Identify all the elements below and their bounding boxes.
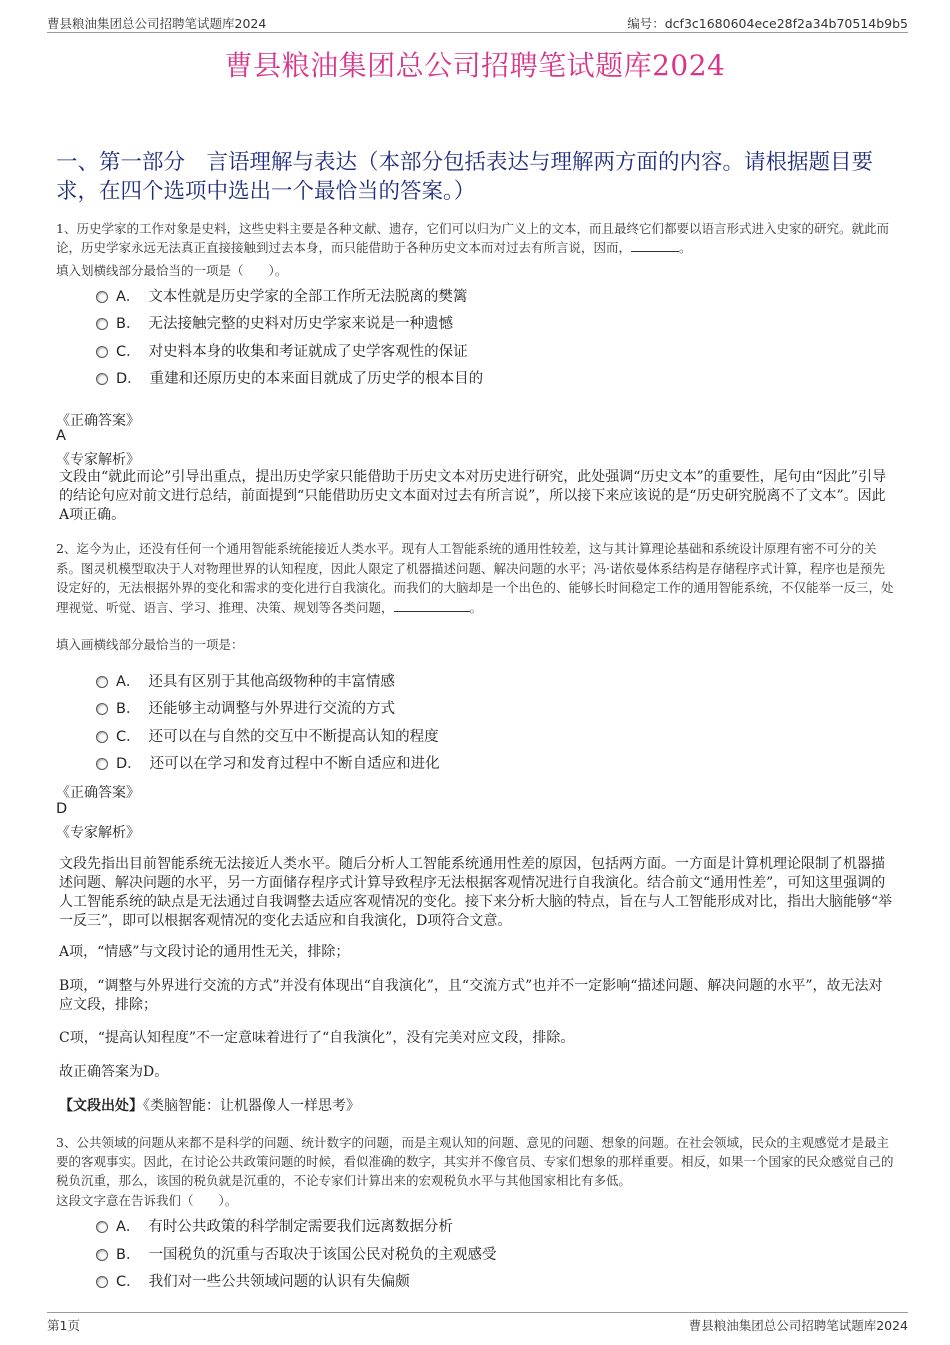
q2-analysis-label: 《专家解析》: [56, 825, 140, 841]
footer-doc-title: 曹县粮油集团总公司招聘笔试题库2024: [688, 1318, 908, 1333]
radio-icon[interactable]: [96, 1249, 108, 1261]
header-doc-title: 曹县粮油集团总公司招聘笔试题库2024: [47, 16, 267, 31]
page-footer: [47, 1312, 908, 1333]
radio-icon[interactable]: [96, 1276, 108, 1288]
q1-option-b[interactable]: B． 无法接触完整的史料对历史学家来说是一种遗憾: [96, 312, 453, 333]
q3-prompt: 这段文字意在告诉我们（ ）。: [56, 1193, 238, 1208]
page-header: [47, 14, 908, 33]
radio-icon[interactable]: [96, 703, 108, 715]
q1-prompt: 填入划横线部分最恰当的一项是（ ）。: [56, 263, 288, 278]
radio-icon[interactable]: [96, 1221, 108, 1233]
q3-stem: 3、公共领域的问题从来都不是科学的问题、统计数字的问题，而是主观认知的问题、意见的问题、想象的问题。在社会领域，民众的主观感觉才是最主要的客观事实。因此，在讨论公共政策问题的时候，看似准确的数字，其实并不像官员、专家们想象的那样重要。相反，如果一个国家的民众感觉自己的税负沉重，那么，该国的税负就是沉重的，不论专家们计算出来的宏观税负水平与其他国家相比有多低。: [56, 1135, 894, 1188]
q2-note-b: B项，“调整与外界进行交流的方式”并没有体现出“自我演化”，且“交流方式”也并不一定影响“描述问题、解决问题的水平”，故无法对应文段，排除；: [59, 978, 883, 1013]
q1-analysis-label: 《专家解析》: [56, 452, 140, 468]
radio-icon[interactable]: [96, 373, 108, 385]
q3-option-b[interactable]: B． 一国税负的沉重与否取决于该国公民对税负的主观感受: [96, 1243, 496, 1264]
q3-option-c[interactable]: C． 我们对一些公共领域问题的认识有失偏颇: [96, 1270, 410, 1291]
q2-analysis: 文段先指出目前智能系统无法接近人类水平。随后分析人工智能系统通用性差的原因，包括两方面。一方面是计算机理论限制了机器描述问题、解决问题的水平，另一方面储存程序式计算导致程序无法根据客观情况进行自我演化。结合前文“通用性差”，可知这里强调的人工智能系统的缺点是无法通过自我调整去适应客观情况的变化。接下来分析大脑的特点，旨在与人工智能形成对比，指出大脑能够“举一反三”，即可以根据客观情况的变化去适应和自我演化，D项符合文意。: [59, 856, 893, 929]
q1-answer: A: [56, 428, 66, 444]
q2-answer: D: [56, 801, 68, 817]
q2-note-a: A项，“情感”与文段讨论的通用性无关，排除；: [59, 944, 350, 960]
q1-answer-label: 《正确答案》: [56, 413, 140, 429]
q1-option-c[interactable]: C． 对史料本身的收集和考证就成了史学客观性的保证: [96, 340, 468, 361]
page-title: 曹县粮油集团总公司招聘笔试题库2024: [224, 49, 726, 82]
q2-option-a[interactable]: A． 还具有区别于其他高级物种的丰富情感: [96, 670, 395, 691]
q2-note-c: C项，“提高认知程度”不一定意味着进行了“自我演化”，没有完美对应文段，排除。: [59, 1030, 575, 1046]
q2-option-c[interactable]: C． 还可以在与自然的交互中不断提高认知的程度: [96, 725, 439, 746]
radio-icon[interactable]: [96, 346, 108, 358]
radio-icon[interactable]: [96, 676, 108, 688]
q1-stem: 1、历史学家的工作对象是史料，这些史料主要是各种文献、遗存，它们可以归为广义上的文本，而且最终它们都要以语言形式进入史家的研究。就此而论，历史学家永远无法真正直接接触到过去本身，而只能借助于各种历史文本而对过去有所言说，因而， 。: [56, 221, 889, 255]
radio-icon[interactable]: [96, 318, 108, 330]
q2-answer-label: 《正确答案》: [56, 785, 140, 801]
q2-conclusion: 故正确答案为D。: [59, 1064, 169, 1080]
q2-prompt: 填入画横线部分最恰当的一项是：: [56, 637, 244, 652]
header-doc-id: 编号：dcf3c1680604ece28f2a34b70514b9b5: [627, 16, 908, 31]
q3-option-a[interactable]: A． 有时公共政策的科学制定需要我们远离数据分析: [96, 1215, 453, 1236]
q2-source: 【文段出处】《类脑智能：让机器像人一样思考》: [59, 1098, 360, 1114]
q1-option-d[interactable]: D． 重建和还原历史的本来面目就成了历史学的根本目的: [96, 367, 483, 388]
q1-option-a[interactable]: A． 文本性就是历史学家的全部工作所无法脱离的樊篱: [96, 285, 467, 306]
q2-stem: 2、迄今为止，还没有任何一个通用智能系统能接近人类水平。现有人工智能系统的通用性较差，这与其计算理论基础和系统设计原理有密不可分的关系。图灵机模型取决于人对物理世界的认知程度，因此人限定了机器描述问题、解决问题的水平；冯·诺依曼体系结构是存储程序式计算，程序也是预先设定好的，无法根据外界的变化和需求的变化进行自我演化。而我们的大脑却是一个出色的、能够长时间稳定工作的通用智能系统，不仅能举一反三，处理视觉、听觉、语言、学习、推理、决策、规划等各类问题， 。: [56, 541, 894, 615]
radio-icon[interactable]: [96, 758, 108, 770]
q2-option-b[interactable]: B． 还能够主动调整与外界进行交流的方式: [96, 697, 395, 718]
radio-icon[interactable]: [96, 731, 108, 743]
radio-icon[interactable]: [96, 291, 108, 303]
section-heading: 一、第一部分 言语理解与表达（本部分包括表达与理解两方面的内容。请根据题目要求，在四个选项中选出一个最恰当的答案。）: [56, 150, 874, 204]
q2-option-d[interactable]: D． 还可以在学习和发育过程中不断自适应和进化: [96, 752, 440, 773]
page-number: 第1页: [47, 1318, 80, 1333]
q1-analysis: 文段由“就此而论”引导出重点，提出历史学家只能借助于历史文本对历史进行研究，此处强调“历史文本”的重要性，尾句由“因此”引导的结论句应对前文进行总结，前面提到“只能借助历史文本面对过去有所言说”，所以接下来应该说的是“历史研究脱离不了文本”。因此A项正确。: [59, 469, 886, 523]
